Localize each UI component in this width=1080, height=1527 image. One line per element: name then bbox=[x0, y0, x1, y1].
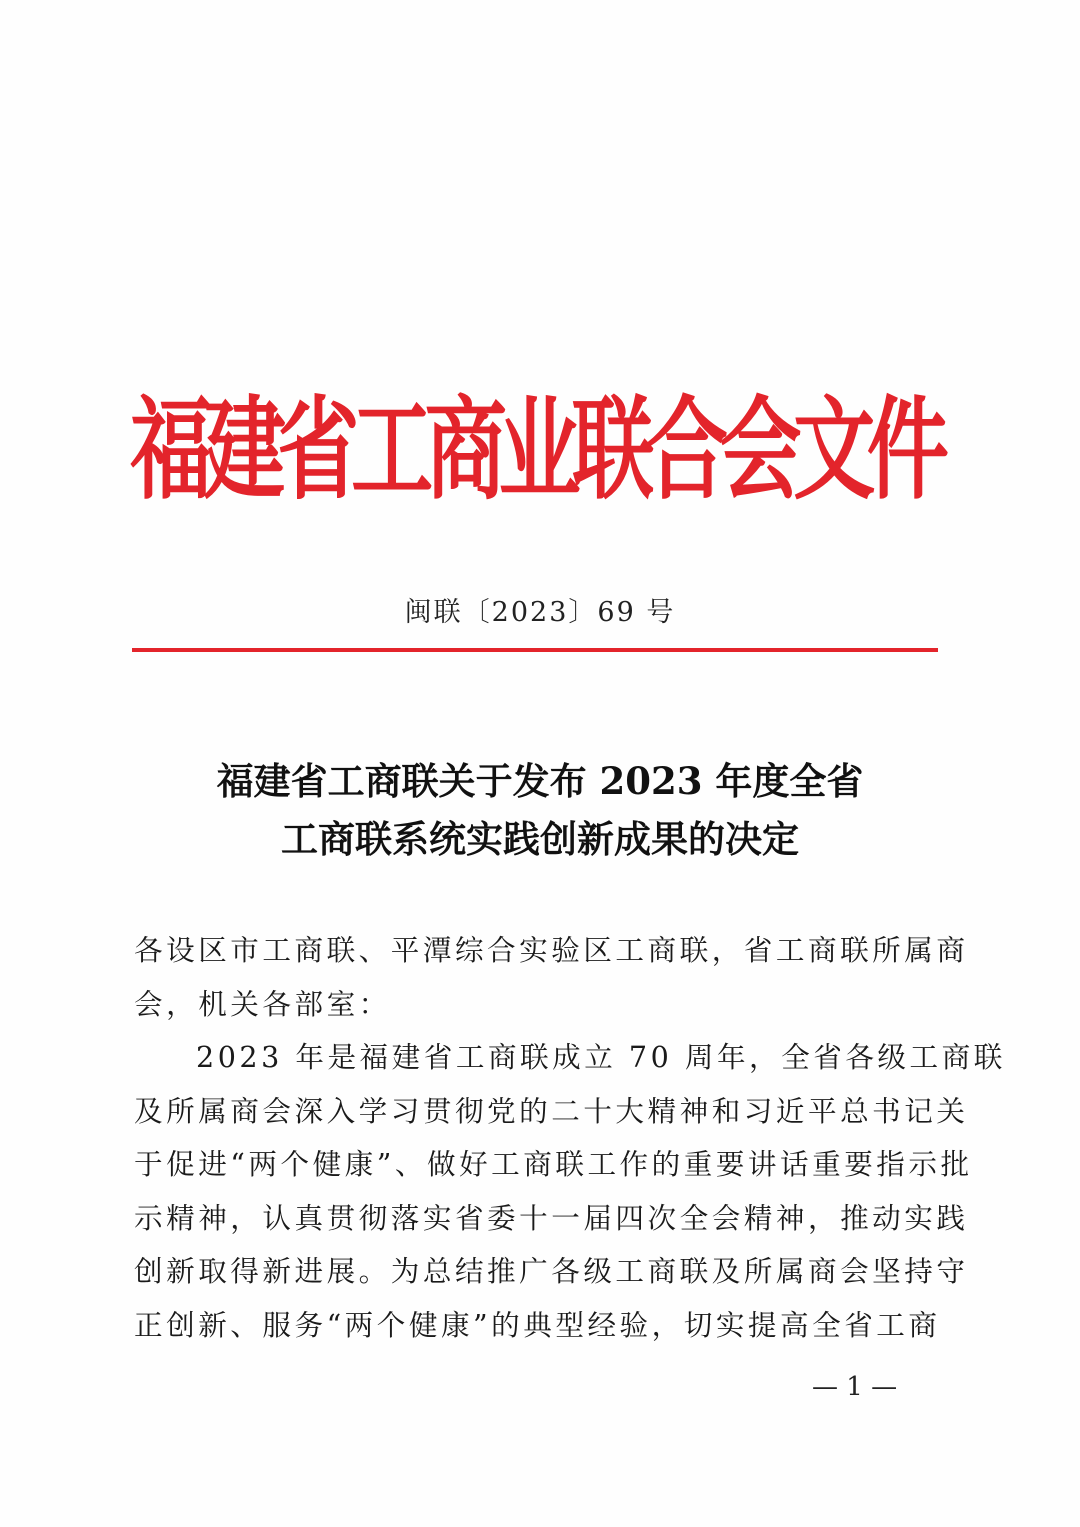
salutation-line-2: 会，机关各部室： bbox=[134, 986, 391, 1021]
paragraph-line: 于促进“两个健康”、做好工商联工作的重要讲话重要指示批 bbox=[134, 1147, 973, 1181]
paragraph-line: 正创新、服务“两个健康”的典型经验，切实提高全省工商 bbox=[134, 1307, 941, 1342]
masthead-char: 建 bbox=[203, 385, 286, 515]
masthead-char: 业 bbox=[498, 385, 581, 515]
masthead-char: 省 bbox=[277, 385, 360, 515]
title-line-2: 工商联系统实践创新成果的决定 bbox=[281, 817, 799, 861]
document-number: 闽联〔2023〕69 号 bbox=[404, 597, 676, 628]
masthead-char: 联 bbox=[572, 385, 655, 515]
masthead-char: 文 bbox=[793, 385, 876, 515]
document-body bbox=[134, 924, 1006, 1352]
title-line-1: 福建省工商联关于发布 2023 年度全省 bbox=[216, 759, 864, 803]
red-divider bbox=[132, 648, 938, 652]
page-number: — 1 — bbox=[812, 1372, 898, 1402]
masthead-char: 合 bbox=[645, 385, 728, 515]
masthead-char: 件 bbox=[866, 385, 949, 515]
masthead-char: 会 bbox=[719, 385, 802, 515]
masthead-char: 福 bbox=[130, 385, 213, 515]
masthead-char: 工 bbox=[351, 385, 434, 515]
paragraph-line: 及所属商会深入学习贯彻党的二十大精神和习近平总书记关 bbox=[134, 1093, 969, 1128]
paragraph-line: 创新取得新进展。为总结推广各级工商联及所属商会坚持守 bbox=[134, 1254, 969, 1288]
masthead-char: 商 bbox=[424, 385, 507, 515]
paragraph-line: 2023 年是福建省工商联成立 70 周年，全省各级工商联 bbox=[196, 1040, 1006, 1074]
salutation-line-1: 各设区市工商联、平潭综合实验区工商联，省工商联所属商 bbox=[134, 933, 969, 967]
masthead-title bbox=[130, 362, 949, 538]
paragraph-line: 示精神，认真贯彻落实省委十一届四次全会精神，推动实践 bbox=[134, 1200, 969, 1235]
document-title bbox=[0, 752, 1080, 868]
